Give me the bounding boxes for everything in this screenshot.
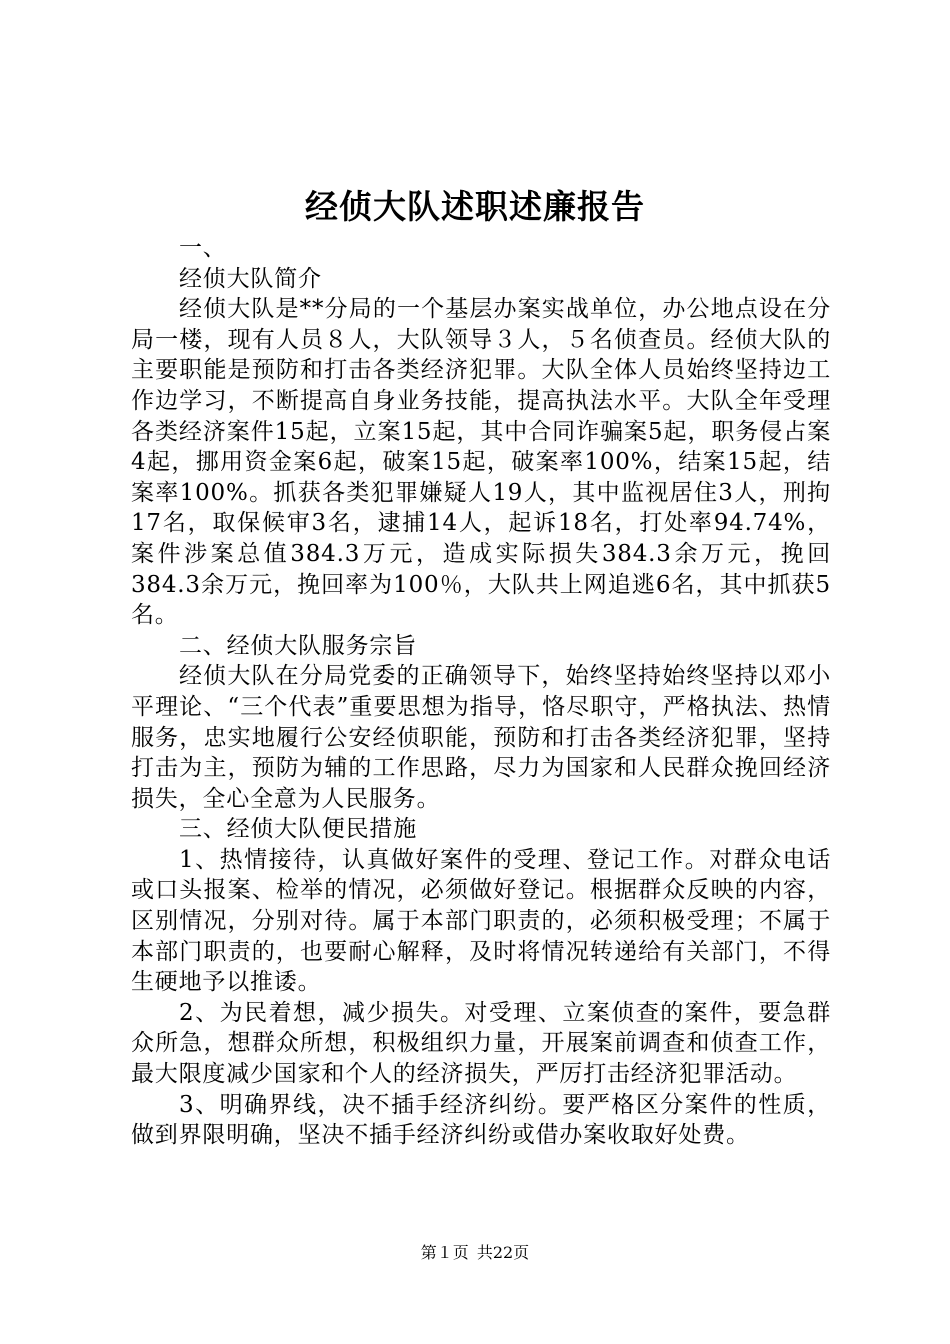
section-heading-measures: 三、经侦大队便民措施 [179, 816, 417, 843]
document-title: 经侦大队述职述廉报告 [305, 187, 645, 226]
section-heading-purpose: 二、经侦大队服务宗旨 [179, 632, 417, 659]
paragraph-measure-3: 3、明确界线，决不插手经济纠纷。要严格区分案件的性质，做到界限明确，坚决不插手经济纠纷或借办案收取好处费。 [131, 1091, 831, 1149]
document-body [131, 233, 831, 1151]
section-heading-intro: 经侦大队简介 [179, 265, 322, 292]
page-footer [0, 1241, 950, 1265]
paragraph-measure-2: 2、为民着想，减少损失。对受理、立案侦查的案件，要急群众所急，想群众所想，积极组织力量，开展案前调查和侦查工作，最大限度减少国家和个人的经济损失，严厉打击经济犯罪活动。 [131, 999, 831, 1088]
paragraph-purpose: 经侦大队在分局党委的正确领导下，始终坚持始终坚持以邓小平理论、“三个代表”重要思想为指导，恪尽职守，严格执法、热情服务，忠实地履行公安经侦职能，预防和打击各类经济犯罪，坚持打击为主，预防为辅的工作思路，尽力为国家和人民群众挽回经济损失，全心全意为人民服务。 [131, 663, 831, 812]
page-number-total: 共22页 [476, 1243, 530, 1262]
paragraph-intro: 经侦大队是**分局的一个基层办案实战单位，办公地点设在分局一楼，现有人员８人，大队领导３人，５名侦查员。经侦大队的主要职能是预防和打击各类经济犯罪。大队全体人员始终坚持边工作边学习，不断提高自身业务技能，提高执法水平。大队全年受理各类经济案件15起，立案15起，其中合同诈骗案5起，职务侵占案4起，挪用资金案6起，破案15起，破案率100%，结案15起，结案率100%。抓获各类犯罪嫌疑人19人，其中监视居住3人，刑拘17名，取保候审3名，逮捕14人，起诉18名，打处率94.74%，案件涉案总值384.3万元，造成实际损失384.3余万元，挽回384.3余万元，挽回率为100％，大队共上网追逃6名，其中抓获5名。 [131, 296, 831, 629]
paragraph-measure-1: 1、热情接待，认真做好案件的受理、登记工作。对群众电话或口头报案、检举的情况，必须做好登记。根据群众反映的内容，区别情况，分别对待。属于本部门职责的，必须积极受理；不属于本部门职责的，也要耐心解释，及时将情况转递给有关部门，不得生硬地予以推诿。 [131, 846, 831, 996]
section-number-1: 一、 [179, 235, 227, 261]
page-number-current: 第１页 [420, 1243, 469, 1262]
